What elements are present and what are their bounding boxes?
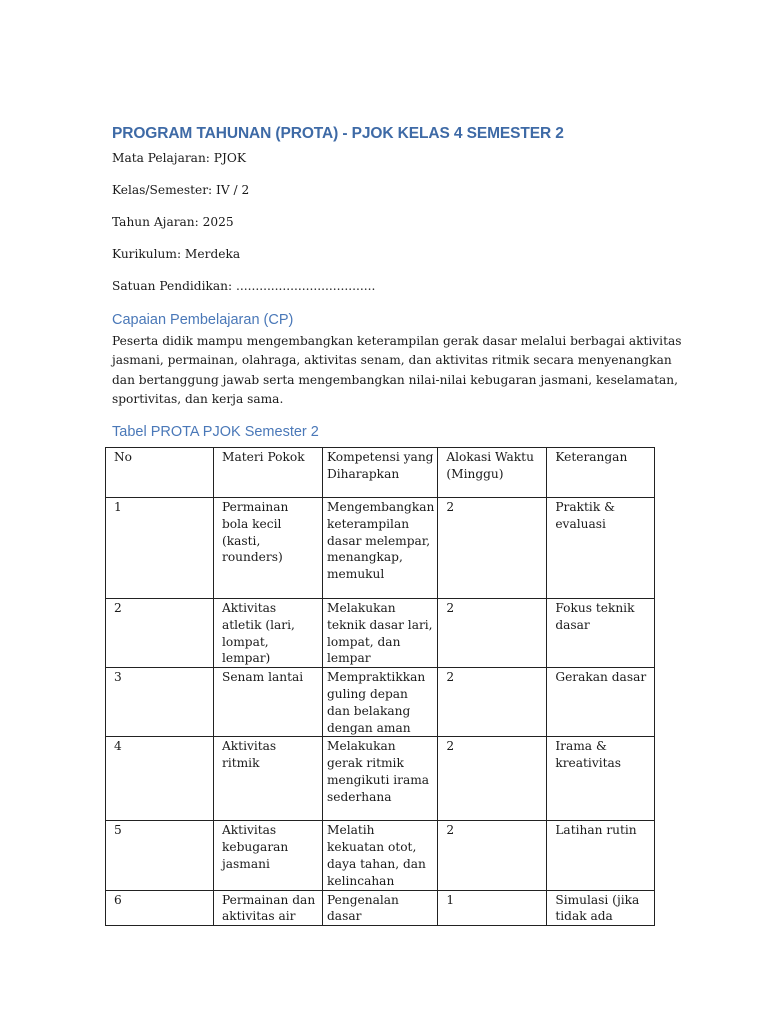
table-header-row [106,448,655,498]
cell-no: 6 [106,890,214,926]
cp-heading: Capaian Pembelajaran (CP) [112,312,294,328]
prota-table [105,447,655,926]
meta-school-unit: Satuan Pendidikan: .................................... [112,279,376,293]
cell-keterangan: Fokus teknik dasar [547,599,655,668]
table-row [106,821,655,890]
meta-curriculum: Kurikulum: Merdeka [112,247,241,261]
cell-materi: Senam lantai [214,668,323,737]
meta-school-year: Tahun Ajaran: 2025 [112,215,234,229]
cell-no: 2 [106,599,214,668]
cell-alokasi: 2 [438,668,547,737]
table-row [106,890,655,926]
table-row [106,737,655,821]
cell-kompetensi: Melakukan gerak ritmik mengikuti irama sederhana [323,737,438,821]
table-row [106,599,655,668]
table-row [106,498,655,599]
cell-alokasi: 2 [438,737,547,821]
cp-line: dan bertanggung jawab serta mengembangkan nilai-nilai kebugaran jasmani, keselamatan, [112,372,678,387]
meta-class-semester: Kelas/Semester: IV / 2 [112,183,250,197]
cp-line: sportivitas, dan kerja sama. [112,391,284,406]
meta-subject: Mata Pelajaran: PJOK [112,151,246,165]
cp-line: Peserta didik mampu mengembangkan keterampilan gerak dasar melalui berbagai aktivitas [112,334,682,348]
cell-alokasi: 2 [438,498,547,599]
cell-kompetensi: Melatih kekuatan otot, daya tahan, dan kelincahan [323,821,438,890]
cell-kompetensi: Mengembangkan keterampilan dasar melempar, menangkap, memukul [323,498,438,599]
cell-materi: Aktivitas kebugaran jasmani [214,821,323,890]
cell-alokasi: 1 [438,890,547,926]
cell-keterangan: Irama & kreativitas [547,737,655,821]
table-row [106,668,655,737]
cell-materi: Permainan bola kecil (kasti, rounders) [214,498,323,599]
header-cell-no: No [106,448,214,498]
cell-kompetensi: Pengenalan dasar [323,890,438,926]
cell-no: 3 [106,668,214,737]
header-cell-alokasi: Alokasi Waktu (Minggu) [438,448,547,498]
cell-materi: Permainan dan aktivitas air [214,890,323,926]
cell-kompetensi: Mempraktikkan guling depan dan belakang dengan aman [323,668,438,737]
cell-kompetensi: Melakukan teknik dasar lari, lompat, dan lempar [323,599,438,668]
cell-keterangan: Latihan rutin [547,821,655,890]
header-cell-keterangan: Keterangan [547,448,655,498]
document-title: PROGRAM TAHUNAN (PROTA) - PJOK KELAS 4 SEMESTER 2 [112,125,564,142]
header-cell-kompetensi: Kompetensi yang Diharapkan [323,448,438,498]
cell-no: 4 [106,737,214,821]
header-cell-materi: Materi Pokok [214,448,323,498]
cell-alokasi: 2 [438,821,547,890]
cell-materi: Aktivitas atletik (lari, lompat, lempar) [214,599,323,668]
cell-no: 5 [106,821,214,890]
cell-materi: Aktivitas ritmik [214,737,323,821]
cell-keterangan: Simulasi (jika tidak ada [547,890,655,926]
table-heading: Tabel PROTA PJOK Semester 2 [112,424,319,440]
cell-keterangan: Gerakan dasar [547,668,655,737]
cell-alokasi: 2 [438,599,547,668]
cp-paragraph [112,332,682,409]
cp-line: jasmani, permainan, olahraga, aktivitas senam, dan aktivitas ritmik secara menyenangkan [112,353,672,368]
cell-no: 1 [106,498,214,599]
cell-keterangan: Praktik & evaluasi [547,498,655,599]
